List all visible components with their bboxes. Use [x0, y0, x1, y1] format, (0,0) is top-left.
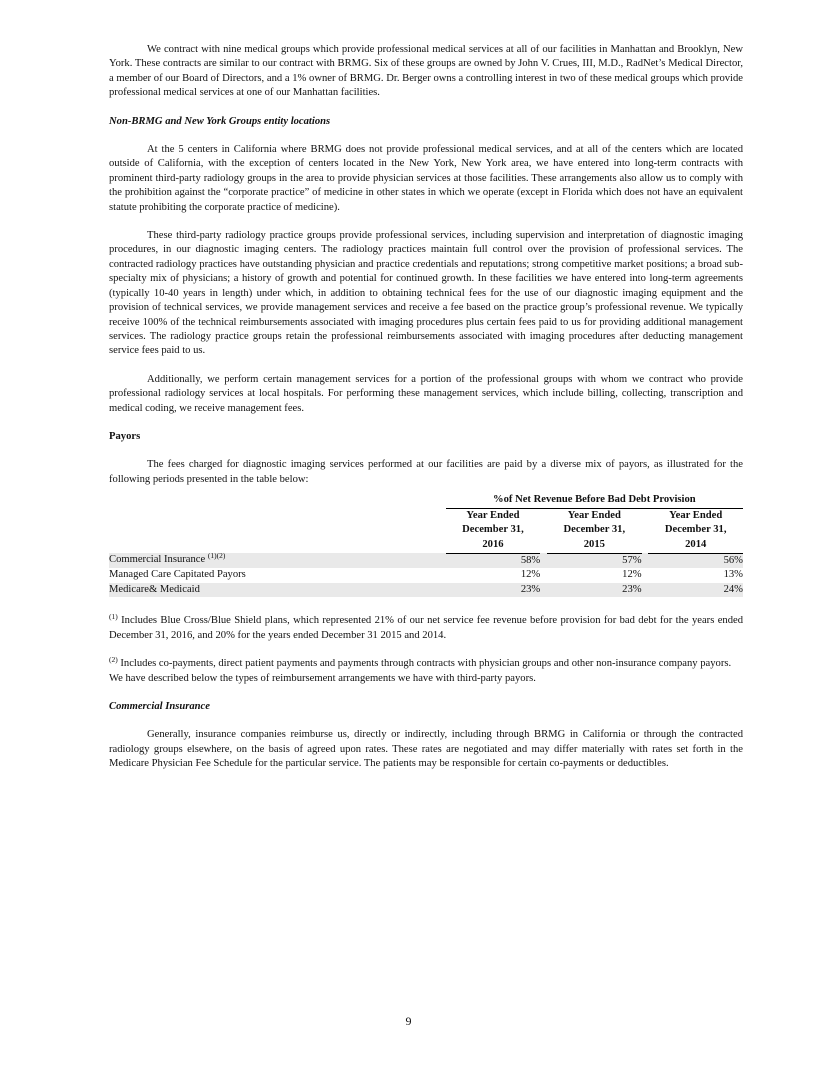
page-content [109, 43, 743, 772]
row-label: Commercial Insurance $^{(1)(2)}$ [109, 553, 446, 568]
column-header-line: December 31, [664, 524, 727, 536]
subheading-non-brmg: Non-BRMG and New York Groups entity locations [109, 115, 331, 127]
paragraph-fees: The fees charged for diagnostic imaging services performed at our facilities are paid by a diverse mix of payors, as illustrated for the following periods presented in the table below: [109, 459, 743, 485]
column-header-line: December 31, [563, 524, 626, 536]
table-row [109, 583, 743, 598]
table-row [109, 568, 743, 583]
paragraph-management-services: Additionally, we perform certain management services for a portion of the professional groups with whom we contract who provide professional radiology services at local hospitals. For performing these management services, which include billing, collecting, transcription and medical coding, we receive management fees. [109, 373, 743, 414]
payor-mix-table [109, 493, 743, 597]
table-cell: 12% [520, 569, 541, 581]
table-cell: 24% [648, 583, 743, 598]
column-header-line: Year Ended [669, 509, 723, 521]
paragraph-commercial-insurance: Generally, insurance companies reimburse us, directly or indirectly, including through BRMG in California or through the contracted radiology groups elsewhere, on the basis of agreed upon rates. These rates are negotiated and may differ materially with rates set forth in the Medicare Physician Fee Schedule for the particular service. The patients may be responsible for certain co-payments or deductibles. [109, 729, 743, 770]
footnote-1: $^{(1)}$ Includes Blue Cross/Blue Shield plans, which represented 21% of our net service fee revenue before provision for bad debt for the years ended December 31, 2016, and 20% for the years ended December 31 2015 and 2014. [109, 612, 743, 641]
table-cell: 13% [723, 569, 743, 581]
footnote-reference: (1)(2) [207, 551, 226, 561]
table-cell: 12% [622, 569, 642, 581]
row-label: Managed Care Capitated Payors [109, 569, 246, 581]
footnote-marker: (1) [109, 612, 118, 622]
subheading-commercial-insurance: Commercial Insurance [109, 700, 210, 712]
table-cell: 23% [446, 583, 541, 598]
column-header-line: Year Ended [567, 509, 621, 521]
paragraph-california-centers: At the 5 centers in California where BRMG does not provide professional medical services, and at all of the centers which are located outside of California, with the exception of centers located in the New York, New York area, we have entered into long-term contracts with prominent third-party radiology groups in the area to provide physician services at those facilities. These arrangements also allow us to comply with the prohibition against the “corporate practice” of medicine in other states in which we operate (except in Florida which does not have an equivalent statute prohibiting the corporate practice of medicine). [109, 144, 743, 213]
table-cell: 23% [547, 583, 642, 598]
table-cell: 56% [648, 553, 743, 568]
paragraph-radiology-practice-groups: These third-party radiology practice groups provide professional services, including supervision and interpretation of diagnostic imaging procedures, in our diagnostic imaging centers. The radiology practices maintain full control over the provision of professional services. The contracted radiology practices have outstanding physician and practice credentials and reputations; strong competitive market positions; a broad sub-specialty mix of physicians; a history of growth and potential for continued growth. In these facilities we have entered into long-term agreements (typically 10-40 years in length) under which, in addition to obtaining technical fees for the use of our diagnostic imaging equipment and the provision of technical services, we provide management services and receive a fee based on the practice group’s professional revenue. We typically receive 100% of the technical reimbursements associated with imaging procedures plus certain fees paid to us for providing additional management services. The radiology practice groups retain the professional reimbursements associated with imaging procedures after deducting management service fees paid to us. [109, 230, 743, 357]
column-header-year: 2016 [446, 538, 541, 553]
table-span-header: %of Net Revenue Before Bad Debt Provision [446, 493, 743, 508]
table-cell: 57% [547, 553, 642, 568]
row-label: Medicare& Medicaid [109, 583, 446, 598]
footnote-2: $^{(2)}$ Includes co-payments, direct patient payments and payments through contracts with physician groups and other non-insurance company payors. [109, 655, 732, 670]
column-header-year: 2014 [648, 538, 743, 553]
footnote-marker: (2) [109, 655, 118, 665]
paragraph-reimbursement-intro: We have described below the types of reimbursement arrangements we have with third-party payors. [109, 672, 536, 684]
column-header-line: Year Ended [466, 509, 520, 521]
page-number: 9 [405, 1014, 412, 1028]
table-row [109, 553, 743, 568]
column-header-year: 2015 [547, 538, 642, 553]
paragraph-medical-groups: We contract with nine medical groups which provide professional medical services at all of our facilities in Manhattan and Brooklyn, New York. These contracts are similar to our contract with BRMG. Six of these groups are owned by John V. Crues, III, M.D., RadNet’s Medical Director, a member of our Board of Directors, and a 1% owner of BRMG. Dr. Berger owns a controlling interest in two of these medical groups which provide professional medical services at one of our Manhattan facilities. [109, 44, 743, 99]
table-cell: 58% [446, 553, 541, 568]
heading-payors: Payors [109, 430, 141, 442]
column-header-line: December 31, [462, 524, 524, 536]
